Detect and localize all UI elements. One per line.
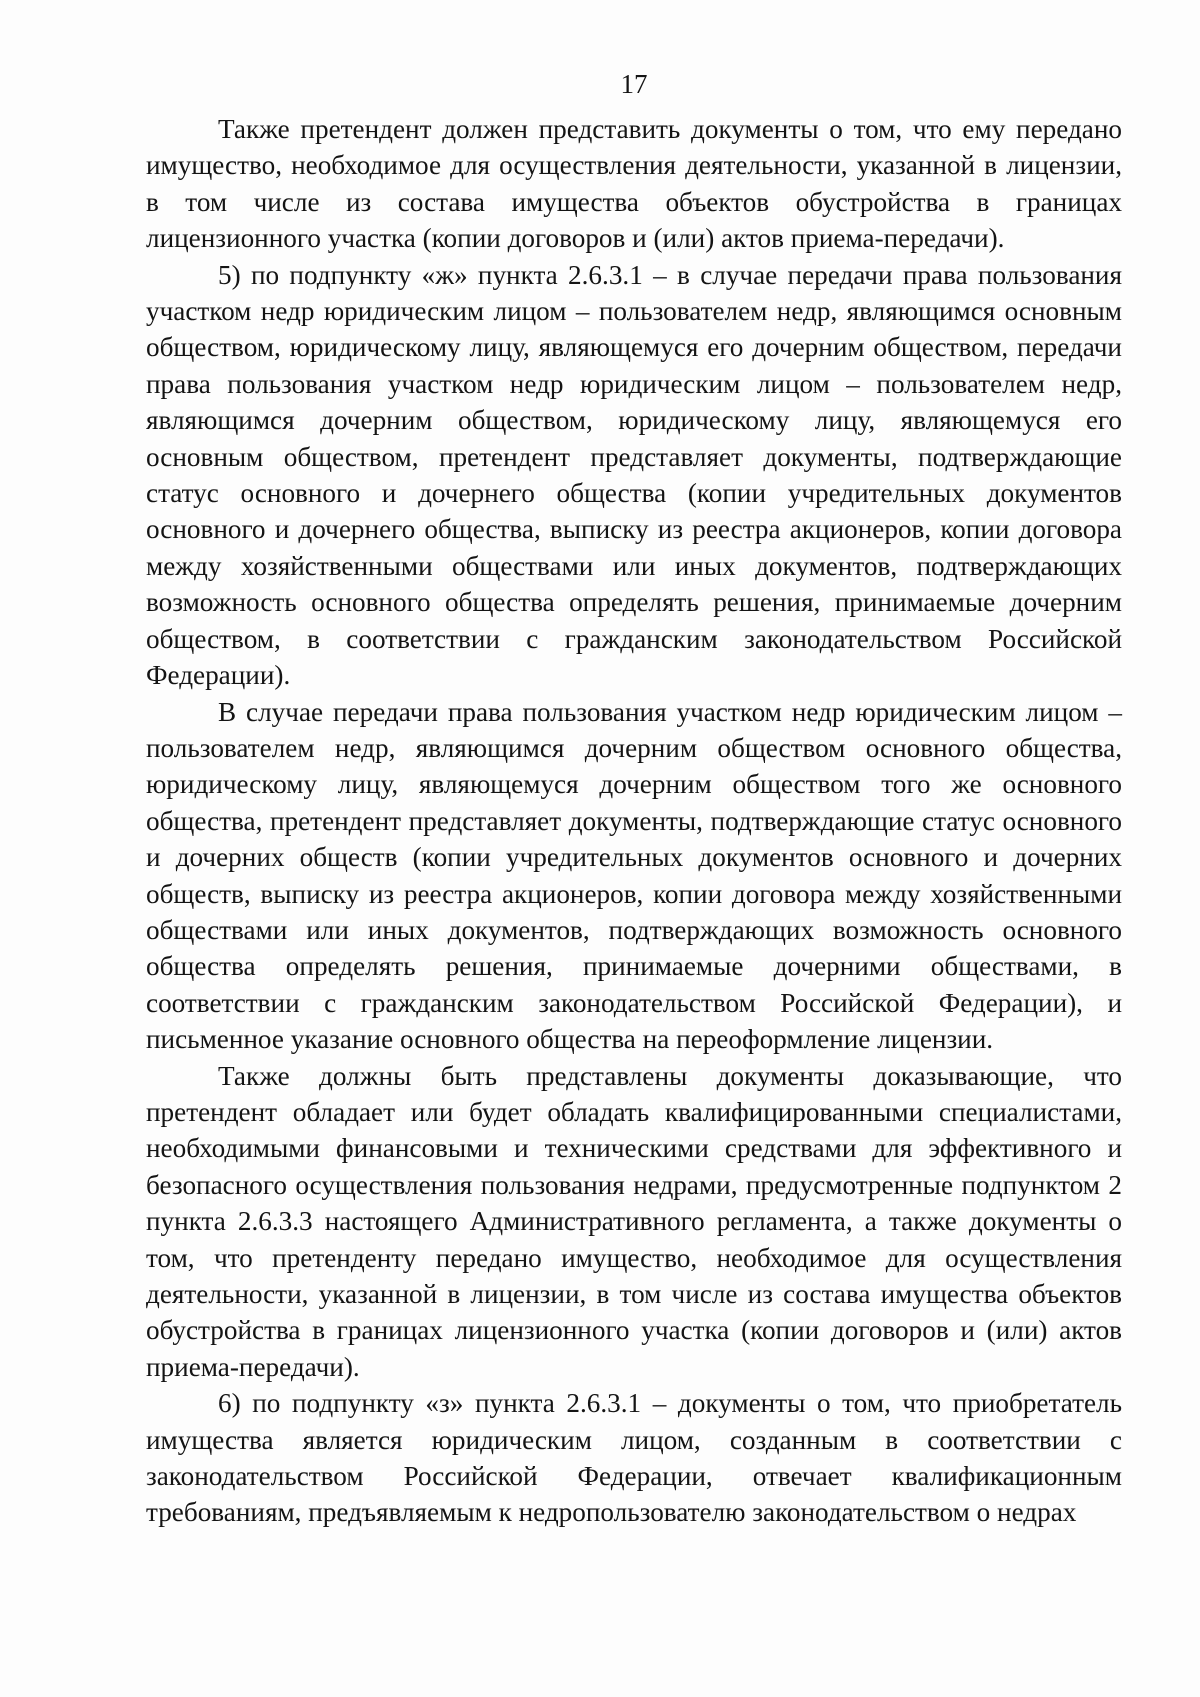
paragraph-subclause-zh: 5) по подпункту «ж» пункта 2.6.3.1 – в случае передачи права пользования участком недр юридическим лицом – пользователем недр, являющимся основным обществом, юридическому лицу, являющемуся его дочерним обществом, передачи права пользования участком недр юридическим лицом – пользователем недр, являющимся дочерним обществом, юридическому лицу, являющемуся его основным обществом, претендент представляет документы, подтверждающие статус основного и дочернего общества (копии учредительных документов основного и дочернего общества, выписку из реестра акционеров, копии договора между хозяйственными обществами или иных документов, подтверждающих возможность основного общества определять решения, принимаемые дочерним обществом, в соответствии с гражданским законодательством Российской Федерации).	[146, 259, 1122, 691]
paragraph-qualification-documents: Также должны быть представлены документы доказывающие, что претендент обладает или будет обладать квалифицированными специалистами, необходимыми финансовыми и техническими средствами для эффективного и безопасного осуществления пользования недрами, предусмотренные подпунктом 2 пункта 2.6.3.3 настоящего Административного регламента, а также документы о том, что претенденту передано имущество, необходимое для осуществления деятельности, указанной в лицензии, в том числе из состава имущества объектов обустройства в границах лицензионного участка (копии договоров и (или) актов приема-передачи).	[146, 1060, 1122, 1382]
paragraph-subsidiary-transfer: В случае передачи права пользования участком недр юридическим лицом – пользователем недр, являющимся дочерним обществом основного общества, юридическому лицу, являющемуся дочерним обществом того же основного общества, претендент представляет документы, подтверждающие статус основного и дочерних обществ (копии учредительных документов основного и дочерних обществ, выписку из реестра акционеров, копии договора между хозяйственными обществами или иных документов, подтверждающих возможность основного общества определять решения, принимаемые дочерними обществами, в соответствии с гражданским законодательством Российской Федерации), и письменное указание основного общества на переоформление лицензии.	[146, 696, 1122, 1055]
document-body	[146, 111, 1122, 1531]
paragraph-property-transfer: Также претендент должен представить документы о том, что ему передано имущество, необходимое для осуществления деятельности, указанной в лицензии, в том числе из состава имущества объектов обустройства в границах лицензионного участка (копии договоров и (или) актов приема-передачи).	[146, 114, 1122, 254]
page-number: 17	[620, 69, 648, 99]
paragraph-subclause-z: 6) по подпункту «з» пункта 2.6.3.1 – документы о том, что приобретатель имущества является юридическим лицом, созданным в соответствии с законодательством Российской Федерации, отвечает квалификационным требованиям, предъявляемым к недропользователю законодательством о недрах	[146, 1388, 1122, 1528]
